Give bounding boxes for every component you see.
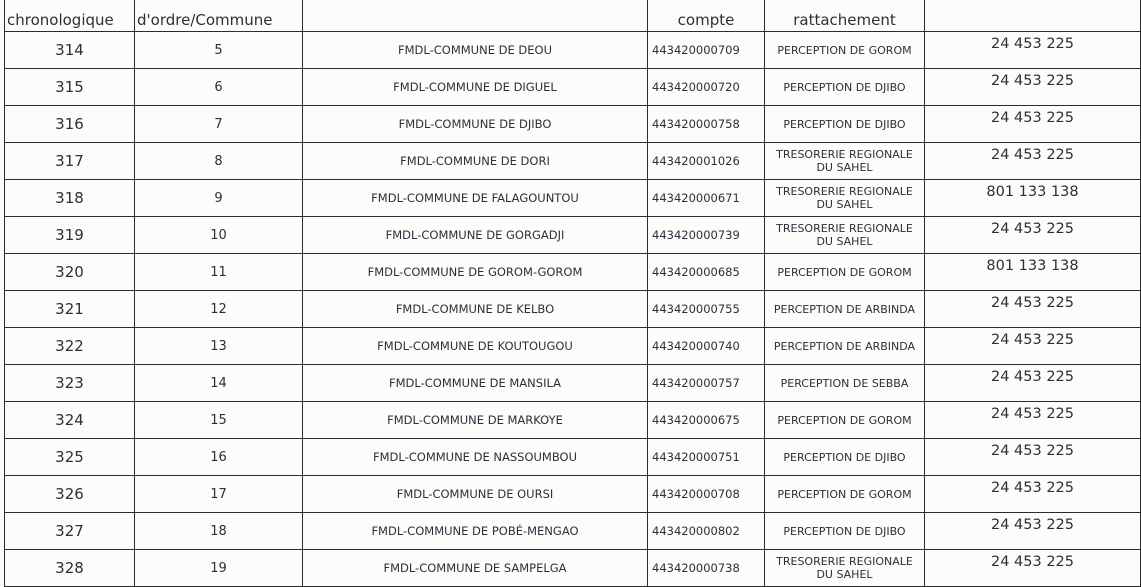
table-row [5, 180, 1141, 217]
cell-ordre: 6 [135, 69, 303, 106]
cell-rattachement: PERCEPTION DE GOROM [765, 402, 925, 439]
cell-rattachement: PERCEPTION DE ARBINDA [765, 328, 925, 365]
cell-commune: FMDL-COMMUNE DE DEOU [303, 32, 648, 69]
cell-ordre: 13 [135, 328, 303, 365]
cell-montant: 24 453 225 [925, 476, 1141, 513]
cell-rattachement: TRESORERIE REGIONALE DU SAHEL [765, 550, 925, 587]
cell-montant: 24 453 225 [925, 69, 1141, 106]
cell-compte: 443420000739 [648, 217, 765, 254]
cell-montant: 24 453 225 [925, 328, 1141, 365]
cell-chronologique: 320 [5, 254, 135, 291]
cell-montant: 801 133 138 [925, 180, 1141, 217]
header-montant [925, 0, 1141, 32]
cell-commune: FMDL-COMMUNE DE GORGADJI [303, 217, 648, 254]
cell-ordre: 19 [135, 550, 303, 587]
cell-montant: 24 453 225 [925, 291, 1141, 328]
cell-chronologique: 328 [5, 550, 135, 587]
table-row [5, 439, 1141, 476]
cell-compte: 443420000757 [648, 365, 765, 402]
table-row [5, 143, 1141, 180]
cell-ordre: 9 [135, 180, 303, 217]
cell-ordre: 14 [135, 365, 303, 402]
cell-compte: 443420000671 [648, 180, 765, 217]
cell-rattachement: PERCEPTION DE DJIBO [765, 439, 925, 476]
cell-chronologique: 325 [5, 439, 135, 476]
cell-chronologique: 326 [5, 476, 135, 513]
cell-commune: FMDL-COMMUNE DE OURSI [303, 476, 648, 513]
cell-rattachement: TRESORERIE REGIONALE DU SAHEL [765, 180, 925, 217]
cell-compte: 443420000708 [648, 476, 765, 513]
cell-ordre: 11 [135, 254, 303, 291]
cell-compte: 443420000758 [648, 106, 765, 143]
cell-commune: FMDL-COMMUNE DE SAMPELGA [303, 550, 648, 587]
cell-compte: 443420001026 [648, 143, 765, 180]
cell-montant: 24 453 225 [925, 32, 1141, 69]
cell-commune: FMDL-COMMUNE DE POBÉ-MENGAO [303, 513, 648, 550]
cell-ordre: 10 [135, 217, 303, 254]
table-row [5, 513, 1141, 550]
header-compte: compte [648, 0, 765, 32]
cell-commune: FMDL-COMMUNE DE MANSILA [303, 365, 648, 402]
table-row [5, 291, 1141, 328]
cell-commune: FMDL-COMMUNE DE DJIBO [303, 106, 648, 143]
cell-commune: FMDL-COMMUNE DE DIGUEL [303, 69, 648, 106]
table-row [5, 365, 1141, 402]
cell-rattachement: PERCEPTION DE GOROM [765, 32, 925, 69]
cell-compte: 443420000802 [648, 513, 765, 550]
cell-commune: FMDL-COMMUNE DE DORI [303, 143, 648, 180]
cell-ordre: 18 [135, 513, 303, 550]
cell-ordre: 8 [135, 143, 303, 180]
cell-commune: FMDL-COMMUNE DE MARKOYE [303, 402, 648, 439]
cell-montant: 24 453 225 [925, 439, 1141, 476]
cell-chronologique: 315 [5, 69, 135, 106]
header-chronologique: chronologique [5, 0, 135, 32]
cell-ordre: 17 [135, 476, 303, 513]
cell-montant: 24 453 225 [925, 550, 1141, 587]
cell-montant: 801 133 138 [925, 254, 1141, 291]
cell-commune: FMDL-COMMUNE DE FALAGOUNTOU [303, 180, 648, 217]
header-commune [303, 0, 648, 32]
cell-compte: 443420000675 [648, 402, 765, 439]
header-row [5, 0, 1141, 32]
cell-ordre: 15 [135, 402, 303, 439]
cell-rattachement: PERCEPTION DE DJIBO [765, 69, 925, 106]
cell-rattachement: PERCEPTION DE DJIBO [765, 106, 925, 143]
cell-montant: 24 453 225 [925, 143, 1141, 180]
table-row [5, 550, 1141, 587]
cell-montant: 24 453 225 [925, 402, 1141, 439]
table-row [5, 69, 1141, 106]
cell-ordre: 7 [135, 106, 303, 143]
cell-montant: 24 453 225 [925, 513, 1141, 550]
table-row [5, 476, 1141, 513]
cell-montant: 24 453 225 [925, 217, 1141, 254]
cell-rattachement: TRESORERIE REGIONALE DU SAHEL [765, 143, 925, 180]
cell-montant: 24 453 225 [925, 365, 1141, 402]
communes-table [4, 0, 1141, 587]
cell-chronologique: 316 [5, 106, 135, 143]
cell-montant: 24 453 225 [925, 106, 1141, 143]
cell-ordre: 5 [135, 32, 303, 69]
cell-commune: FMDL-COMMUNE DE NASSOUMBOU [303, 439, 648, 476]
table-row [5, 32, 1141, 69]
cell-chronologique: 324 [5, 402, 135, 439]
cell-rattachement: PERCEPTION DE DJIBO [765, 513, 925, 550]
table-body [5, 32, 1141, 587]
cell-chronologique: 319 [5, 217, 135, 254]
cell-compte: 443420000751 [648, 439, 765, 476]
table-row [5, 254, 1141, 291]
cell-rattachement: PERCEPTION DE GOROM [765, 254, 925, 291]
cell-chronologique: 321 [5, 291, 135, 328]
table-row [5, 328, 1141, 365]
cell-compte: 443420000720 [648, 69, 765, 106]
cell-commune: FMDL-COMMUNE DE KELBO [303, 291, 648, 328]
cell-rattachement: PERCEPTION DE GOROM [765, 476, 925, 513]
cell-chronologique: 323 [5, 365, 135, 402]
cell-rattachement: PERCEPTION DE ARBINDA [765, 291, 925, 328]
cell-compte: 443420000738 [648, 550, 765, 587]
cell-chronologique: 314 [5, 32, 135, 69]
cell-commune: FMDL-COMMUNE DE KOUTOUGOU [303, 328, 648, 365]
header-ordre-commune: d'ordre/Commune [135, 0, 303, 32]
cell-compte: 443420000740 [648, 328, 765, 365]
cell-chronologique: 318 [5, 180, 135, 217]
cell-ordre: 16 [135, 439, 303, 476]
cell-rattachement: TRESORERIE REGIONALE DU SAHEL [765, 217, 925, 254]
table-row [5, 402, 1141, 439]
cell-compte: 443420000755 [648, 291, 765, 328]
cell-chronologique: 322 [5, 328, 135, 365]
cell-chronologique: 327 [5, 513, 135, 550]
table-row [5, 217, 1141, 254]
table-header [5, 0, 1141, 32]
table-row [5, 106, 1141, 143]
cell-ordre: 12 [135, 291, 303, 328]
cell-rattachement: PERCEPTION DE SEBBA [765, 365, 925, 402]
cell-compte: 443420000685 [648, 254, 765, 291]
cell-commune: FMDL-COMMUNE DE GOROM-GOROM [303, 254, 648, 291]
header-rattachement: rattachement [765, 0, 925, 32]
cell-compte: 443420000709 [648, 32, 765, 69]
cell-chronologique: 317 [5, 143, 135, 180]
